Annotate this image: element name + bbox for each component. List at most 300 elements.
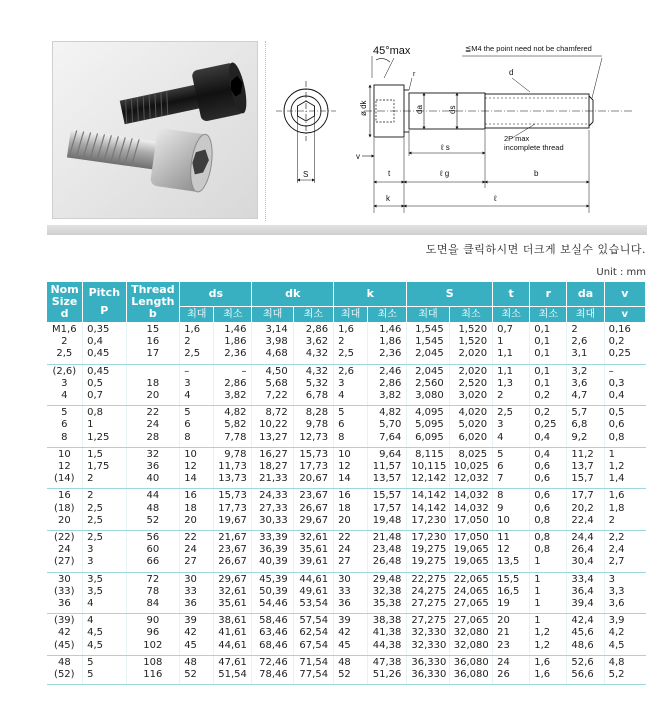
cell-s-min xyxy=(449,489,492,531)
header-k-max: 최대 xyxy=(334,307,368,323)
cell-value: 9,2 xyxy=(571,431,588,443)
cell-value: 1,86 xyxy=(224,336,247,348)
cell-value: 4 xyxy=(61,390,68,402)
cell-value: 3,6 xyxy=(571,377,588,389)
cell-value: 11 xyxy=(497,532,510,544)
cell-value: 16 xyxy=(338,490,351,502)
cell-dk-max xyxy=(252,572,293,614)
cell-value: 8,115 xyxy=(415,448,444,460)
cell-value: 1,2 xyxy=(608,461,625,473)
cell-value: 32 xyxy=(146,448,160,460)
cell-value: 52 xyxy=(146,514,160,526)
cell-value: 30,33 xyxy=(259,514,288,526)
cell-value: 36,4 xyxy=(571,585,594,597)
product-photo xyxy=(52,41,258,219)
cell-value: 27 xyxy=(184,556,197,568)
cell-value: 29,48 xyxy=(372,573,402,585)
cell-value: 18,27 xyxy=(259,461,288,473)
cell-value: 1 xyxy=(87,419,94,431)
cell-value: 102 xyxy=(143,639,163,651)
cell-value: 24 xyxy=(184,544,197,556)
header-dk-max: 최대 xyxy=(252,307,293,323)
cell-value: 32,080 xyxy=(453,639,489,651)
cell-value: 5,70 xyxy=(379,419,402,431)
cell-value: 13,5 xyxy=(497,556,520,568)
cell-value: 18 xyxy=(184,502,197,514)
cell-value: 32,330 xyxy=(411,627,447,639)
cell-value: 0,5 xyxy=(87,377,104,389)
label-ls: ℓ s xyxy=(441,143,450,152)
cell-d xyxy=(47,323,83,365)
cell-value: 36,080 xyxy=(453,656,489,668)
cell-value: 68,46 xyxy=(259,639,288,651)
cell-value: 3 xyxy=(87,544,94,556)
cell-k-max xyxy=(334,447,368,489)
cell-value: 1,8 xyxy=(608,502,625,514)
cell-value: 66 xyxy=(146,556,160,568)
cell-v xyxy=(604,364,645,406)
label-pitch-note-1: 2P max xyxy=(504,134,530,143)
cell-value: 19,065 xyxy=(453,544,489,556)
cell-value: 2 xyxy=(608,514,615,526)
cell-value: 27,275 xyxy=(411,615,447,627)
cell-value: 18 xyxy=(338,502,351,514)
cell-value: 38,38 xyxy=(372,615,402,627)
spec-table-body xyxy=(47,323,646,685)
cell-value: 24,065 xyxy=(453,585,489,597)
cell-value: 18 xyxy=(146,377,160,389)
cell-s-min xyxy=(449,531,492,573)
cell-value: 7,64 xyxy=(379,431,402,443)
cell-value: 1,545 xyxy=(415,336,444,348)
cell-s-min xyxy=(449,572,492,614)
cell-value: 1 xyxy=(608,448,615,460)
cell-value: 17,230 xyxy=(411,514,447,526)
cell-value: 10,025 xyxy=(453,461,489,473)
cell-value: 2,86 xyxy=(379,377,402,389)
label-angle: 45°max xyxy=(373,45,411,57)
cell-value: 14,142 xyxy=(411,502,447,514)
cell-value: 1,6 xyxy=(184,324,201,335)
cell-value: 44,38 xyxy=(372,639,402,651)
cell-value: 29,67 xyxy=(218,573,247,585)
cell-value: 7 xyxy=(497,473,504,485)
cell-value: 0,4 xyxy=(534,448,551,460)
cell-b xyxy=(126,323,180,365)
cell-value: 24 xyxy=(338,544,351,556)
cell-value: 1 xyxy=(534,585,541,597)
cell-value: 21 xyxy=(497,627,510,639)
cell-t xyxy=(493,614,530,656)
cell-value: 5,32 xyxy=(305,377,329,389)
cell-value: 29,67 xyxy=(299,514,329,526)
header-s-min: 최소 xyxy=(449,307,492,323)
cell-k-max xyxy=(334,406,368,448)
cell-value: 5 xyxy=(87,656,94,668)
cell-value: 0,4 xyxy=(87,336,104,348)
cell-value: 42 xyxy=(57,627,71,639)
label-dk: ø dk xyxy=(359,100,368,116)
table-row xyxy=(47,489,646,531)
cell-value: 5,2 xyxy=(608,669,625,681)
cell-dk-min xyxy=(293,364,333,406)
cell-value: 52,6 xyxy=(571,656,594,668)
cell-value: 6,020 xyxy=(458,431,488,443)
cell-value: 8 xyxy=(184,431,191,443)
cell-value: 63,46 xyxy=(259,627,288,639)
cell-value: 2 xyxy=(184,336,191,348)
cell-value: 1,6 xyxy=(534,669,551,681)
cell-da xyxy=(567,655,604,684)
cell-d xyxy=(47,531,83,573)
cell-value: 3 xyxy=(338,377,345,389)
cell-value: 24,275 xyxy=(411,585,447,597)
cell-value: 0,4 xyxy=(608,390,625,402)
cell-value: 23,67 xyxy=(218,544,247,556)
cell-value: 36 xyxy=(57,598,71,610)
cell-value: 2 xyxy=(61,336,68,348)
cell-value: 48 xyxy=(146,502,160,514)
cell-k-max xyxy=(334,614,368,656)
cell-d xyxy=(47,406,83,448)
cell-value: 23 xyxy=(497,639,510,651)
cell-value: 116 xyxy=(143,669,163,681)
cell-value: 1,46 xyxy=(379,324,402,335)
header-r: r xyxy=(530,282,567,307)
cell-ds-min xyxy=(214,489,252,531)
cell-da xyxy=(567,489,604,531)
cell-value: 72,46 xyxy=(259,656,288,668)
cell-value: 36 xyxy=(146,461,160,473)
cell-value: (18) xyxy=(54,502,75,514)
cell-value: 2,020 xyxy=(458,365,488,377)
cell-value: 4,50 xyxy=(265,365,288,377)
table-row xyxy=(47,447,646,489)
cell-k-min xyxy=(368,323,407,365)
cell-value: 2,36 xyxy=(379,348,402,360)
cell-value: 4,32 xyxy=(305,348,329,360)
cell-value: 17,230 xyxy=(411,532,447,544)
cell-v xyxy=(604,531,645,573)
header-pitch: Pitch P xyxy=(83,282,126,323)
header-da-max: 최대 xyxy=(567,307,604,323)
header-k-min: 최소 xyxy=(368,307,407,323)
cell-value: 48 xyxy=(184,656,197,668)
cell-value: 3,3 xyxy=(608,585,625,597)
cell-value: 20 xyxy=(338,514,351,526)
cell-value: 0,6 xyxy=(534,490,551,502)
cell-value: (22) xyxy=(54,532,75,544)
cell-dk-max xyxy=(252,614,293,656)
cell-b xyxy=(126,572,180,614)
header-v: v xyxy=(604,282,645,307)
drawing-svg xyxy=(272,38,642,216)
cell-value: 28 xyxy=(146,431,160,443)
cell-value: 6 xyxy=(338,419,345,431)
cell-da xyxy=(567,572,604,614)
cell-v xyxy=(604,572,645,614)
cell-s-min xyxy=(449,655,492,684)
cell-ds-max xyxy=(180,531,214,573)
cell-value: 33,4 xyxy=(571,573,594,585)
cell-value: 19,67 xyxy=(218,514,247,526)
photo-divider xyxy=(265,41,266,221)
cell-value: 62,54 xyxy=(299,627,329,639)
cell-v xyxy=(604,447,645,489)
cell-value: 35,61 xyxy=(299,544,329,556)
cell-value: 4,8 xyxy=(608,656,625,668)
cell-value: 10,22 xyxy=(259,419,288,431)
cell-value: 48 xyxy=(338,656,351,668)
cell-value: 15,5 xyxy=(497,573,520,585)
cell-value: 3,6 xyxy=(608,598,625,610)
cell-k-max xyxy=(334,655,368,684)
cell-value: 12 xyxy=(184,461,197,473)
cell-value: 3,5 xyxy=(87,573,104,585)
cell-value: 26,67 xyxy=(218,556,247,568)
cell-value: 1 xyxy=(534,573,541,585)
cell-value: 11,2 xyxy=(571,448,594,460)
cell-value: 14,142 xyxy=(411,490,447,502)
cell-value: 6,78 xyxy=(305,390,329,402)
cell-d xyxy=(47,364,83,406)
header-t-min: 최소 xyxy=(493,307,530,323)
cell-value: 30 xyxy=(57,573,71,585)
cell-value: 10 xyxy=(184,448,197,460)
cell-value: 30 xyxy=(184,573,197,585)
cell-value: (14) xyxy=(54,473,75,485)
cell-s-max xyxy=(407,323,449,365)
cell-value: 13,73 xyxy=(218,473,247,485)
cell-value: 2,5 xyxy=(87,532,104,544)
cell-value: 56 xyxy=(146,532,160,544)
cell-value: 32,61 xyxy=(299,532,329,544)
cell-value: 32,38 xyxy=(372,585,402,597)
cell-value: 9,78 xyxy=(305,419,329,431)
cell-b xyxy=(126,655,180,684)
cell-value: 6 xyxy=(184,419,191,431)
cell-value: 48 xyxy=(57,656,71,668)
cell-p xyxy=(83,364,126,406)
cell-value: 0,8 xyxy=(87,407,104,419)
cell-value: 3,62 xyxy=(305,336,329,348)
cell-value: – xyxy=(608,365,614,377)
cell-value: 3,98 xyxy=(265,336,288,348)
cell-value: 0,16 xyxy=(608,324,631,335)
cell-value: 49,61 xyxy=(299,585,329,597)
cell-value: 0,35 xyxy=(87,324,110,335)
cell-ds-max xyxy=(180,572,214,614)
cell-value: 22 xyxy=(184,532,197,544)
cell-value: 8 xyxy=(61,431,68,443)
cell-s-max xyxy=(407,531,449,573)
cell-value: 21,67 xyxy=(218,532,247,544)
cell-value: 2,5 xyxy=(497,407,513,419)
cell-da xyxy=(567,531,604,573)
cell-value: 48,6 xyxy=(571,639,594,651)
cell-value: 5,020 xyxy=(458,419,488,431)
cell-value: 44,61 xyxy=(299,573,329,585)
cell-value: 2,020 xyxy=(458,348,488,360)
cell-dk-min xyxy=(293,614,333,656)
cell-value: 1,75 xyxy=(87,461,110,473)
cell-ds-min xyxy=(214,572,252,614)
cell-value: 20 xyxy=(184,514,197,526)
cell-value: 24 xyxy=(146,419,160,431)
cell-value: 0,6 xyxy=(534,502,551,514)
cell-s-max xyxy=(407,489,449,531)
cell-t xyxy=(493,531,530,573)
cell-value: 1,1 xyxy=(497,348,513,360)
cell-value: (27) xyxy=(54,556,75,568)
cell-value: 0,4 xyxy=(534,431,551,443)
label-d: d xyxy=(509,68,514,77)
cell-value: 0,2 xyxy=(534,407,551,419)
cell-k-min xyxy=(368,447,407,489)
cell-value: 1,46 xyxy=(224,324,247,335)
cell-value: 0,2 xyxy=(608,336,625,348)
cell-value: 3,5 xyxy=(87,585,104,597)
cell-value: 5 xyxy=(184,407,191,419)
cell-dk-min xyxy=(293,531,333,573)
cell-value: – xyxy=(184,365,190,377)
cell-value: 30,4 xyxy=(571,556,594,568)
cell-value: 2,560 xyxy=(415,377,444,389)
cell-value: 15,73 xyxy=(299,448,329,460)
cell-value: 16 xyxy=(184,490,197,502)
cell-value: 2,7 xyxy=(608,556,625,568)
cell-value: 67,54 xyxy=(299,639,329,651)
cell-s-min xyxy=(449,406,492,448)
label-s: S xyxy=(303,170,309,179)
cell-value: (39) xyxy=(54,615,75,627)
cell-value: 2 xyxy=(338,336,345,348)
cell-dk-max xyxy=(252,364,293,406)
cell-value: 4 xyxy=(497,431,504,443)
cell-s-max xyxy=(407,655,449,684)
cell-value: 5 xyxy=(497,448,504,460)
cell-value: 8,025 xyxy=(458,448,488,460)
cell-value: 3,14 xyxy=(265,324,288,335)
cell-p xyxy=(83,655,126,684)
cell-s-max xyxy=(407,364,449,406)
cell-p xyxy=(83,572,126,614)
label-t: t xyxy=(388,169,391,178)
cell-value: 27,065 xyxy=(453,598,489,610)
cell-d xyxy=(47,447,83,489)
cell-value: 0,5 xyxy=(608,407,625,419)
cell-s-max xyxy=(407,406,449,448)
cell-r xyxy=(530,531,567,573)
cell-value: 15,57 xyxy=(372,490,402,502)
cell-value: 4,5 xyxy=(608,639,625,651)
cell-value: 5 xyxy=(61,407,68,419)
cell-d xyxy=(47,614,83,656)
cell-value: 5 xyxy=(87,669,94,681)
cell-d xyxy=(47,655,83,684)
cell-value: 47,38 xyxy=(372,656,402,668)
cell-value: M1,6 xyxy=(52,324,77,335)
cell-value: 17,73 xyxy=(218,502,247,514)
cell-dk-min xyxy=(293,572,333,614)
cell-value: 21,33 xyxy=(259,473,288,485)
cell-value: 24 xyxy=(57,544,71,556)
cell-value: 21,48 xyxy=(372,532,402,544)
cell-value: 9,64 xyxy=(379,448,402,460)
cell-value: 39 xyxy=(338,615,351,627)
cell-k-max xyxy=(334,489,368,531)
cell-value: 7,78 xyxy=(224,431,247,443)
cell-k-min xyxy=(368,364,407,406)
cell-value: 8,72 xyxy=(265,407,288,419)
cell-value: 2,46 xyxy=(379,365,402,377)
cell-s-min xyxy=(449,614,492,656)
cell-value: 17,73 xyxy=(299,461,329,473)
section-divider-bar xyxy=(47,225,647,235)
cell-dk-max xyxy=(252,406,293,448)
cell-k-max xyxy=(334,364,368,406)
cell-value: 15,7 xyxy=(571,473,594,485)
header-da: da xyxy=(567,282,604,307)
cell-value: 1 xyxy=(534,556,541,568)
cell-ds-min xyxy=(214,531,252,573)
cell-value: 0,8 xyxy=(534,532,551,544)
bolt-photo-illustration xyxy=(53,42,257,218)
cell-value: 2,86 xyxy=(224,377,247,389)
cell-value: 0,6 xyxy=(534,461,551,473)
cell-ds-max xyxy=(180,406,214,448)
technical-drawing[interactable] xyxy=(272,38,642,216)
cell-value: 1,520 xyxy=(458,336,488,348)
cell-value: 3 xyxy=(61,377,68,389)
cell-value: 27,275 xyxy=(411,598,447,610)
header-nom-size: Nom Size d xyxy=(47,282,83,323)
cell-b xyxy=(126,406,180,448)
table-row xyxy=(47,406,646,448)
cell-value: 53,54 xyxy=(299,598,329,610)
header-s: S xyxy=(407,282,493,307)
cell-t xyxy=(493,364,530,406)
cell-ds-min xyxy=(214,447,252,489)
cell-value: 44 xyxy=(146,490,160,502)
cell-d xyxy=(47,572,83,614)
cell-value: 36,330 xyxy=(411,656,447,668)
cell-value: 4,5 xyxy=(87,627,104,639)
cell-dk-min xyxy=(293,323,333,365)
cell-value: 3,020 xyxy=(458,390,488,402)
cell-value: 12 xyxy=(497,544,510,556)
header-thread-length: Thread Length b xyxy=(126,282,180,323)
cell-ds-min xyxy=(214,323,252,365)
cell-value: 42 xyxy=(338,627,351,639)
cell-value: 2,5 xyxy=(87,514,104,526)
cell-value: 9,78 xyxy=(224,448,247,460)
cell-s-max xyxy=(407,614,449,656)
cell-b xyxy=(126,531,180,573)
cell-value: 19,065 xyxy=(453,556,489,568)
cell-ds-max xyxy=(180,655,214,684)
cell-value: 57,54 xyxy=(299,615,329,627)
cell-value: 36,330 xyxy=(411,669,447,681)
cell-value: 33,39 xyxy=(259,532,288,544)
cell-value: 4,020 xyxy=(458,407,488,419)
cell-k-min xyxy=(368,655,407,684)
cell-value: 1,3 xyxy=(497,377,513,389)
cell-value: 36 xyxy=(184,598,197,610)
label-r: r xyxy=(413,71,416,78)
cell-t xyxy=(493,447,530,489)
cell-value: 0,25 xyxy=(608,348,631,360)
